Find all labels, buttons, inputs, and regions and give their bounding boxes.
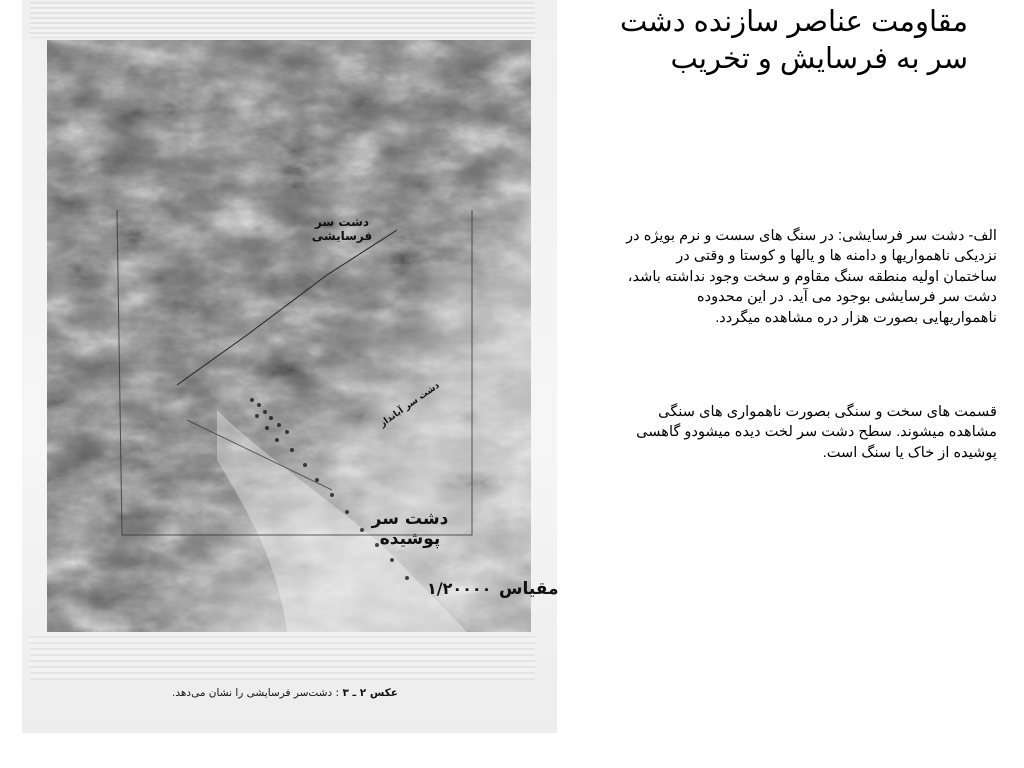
aerial-photo	[47, 40, 559, 632]
figure-caption	[140, 687, 430, 699]
label-scale-value: ۱/۲۰۰۰۰	[427, 579, 492, 598]
bleed-through-text-bottom	[30, 636, 535, 680]
label-scale: مقیاس	[499, 579, 559, 599]
paragraph-erosion-pediment: الف- دشت سر فرسایشی: در سنگ های سست و نرم بویژه در نزدیکی ناهمواریها و دامنه ها و یالها و کوستا و وقتی در ساختمان اولیه منطقه سنگ مقاوم و سخت وجود نداشته باشد، دشت سر فرسایشی بوجود می آید. در این محدوده ناهمواریهایی بصورت هزار دره مشاهده میگردد.	[626, 228, 997, 326]
paragraph-rocky-parts: قسمت های سخت و سنگی بصورت ناهمواری های سنگی مشاهده میشوند. سطح دشت سر لخت دیده میشودو گاهسی پوشیده از خاک یا سنگ است.	[636, 404, 997, 461]
slide-title: مقاومت عناصر سازنده دشت سر به فرسایش و تخریب	[619, 6, 968, 76]
aerial-photo-texture	[47, 40, 531, 632]
caption-number: عکس ۲ ـ ۳	[342, 687, 398, 699]
label-erosion-pediment: دشت سر فرسایشی	[311, 215, 373, 243]
label-covered-pediment: دشت سر پوشیده	[371, 509, 449, 549]
bleed-through-text-top	[30, 2, 535, 38]
caption-text: : دشت‌سر فرسایشی را نشان می‌دهد.	[172, 687, 340, 699]
label-pediment: دشت سر آبانداز	[378, 380, 442, 430]
